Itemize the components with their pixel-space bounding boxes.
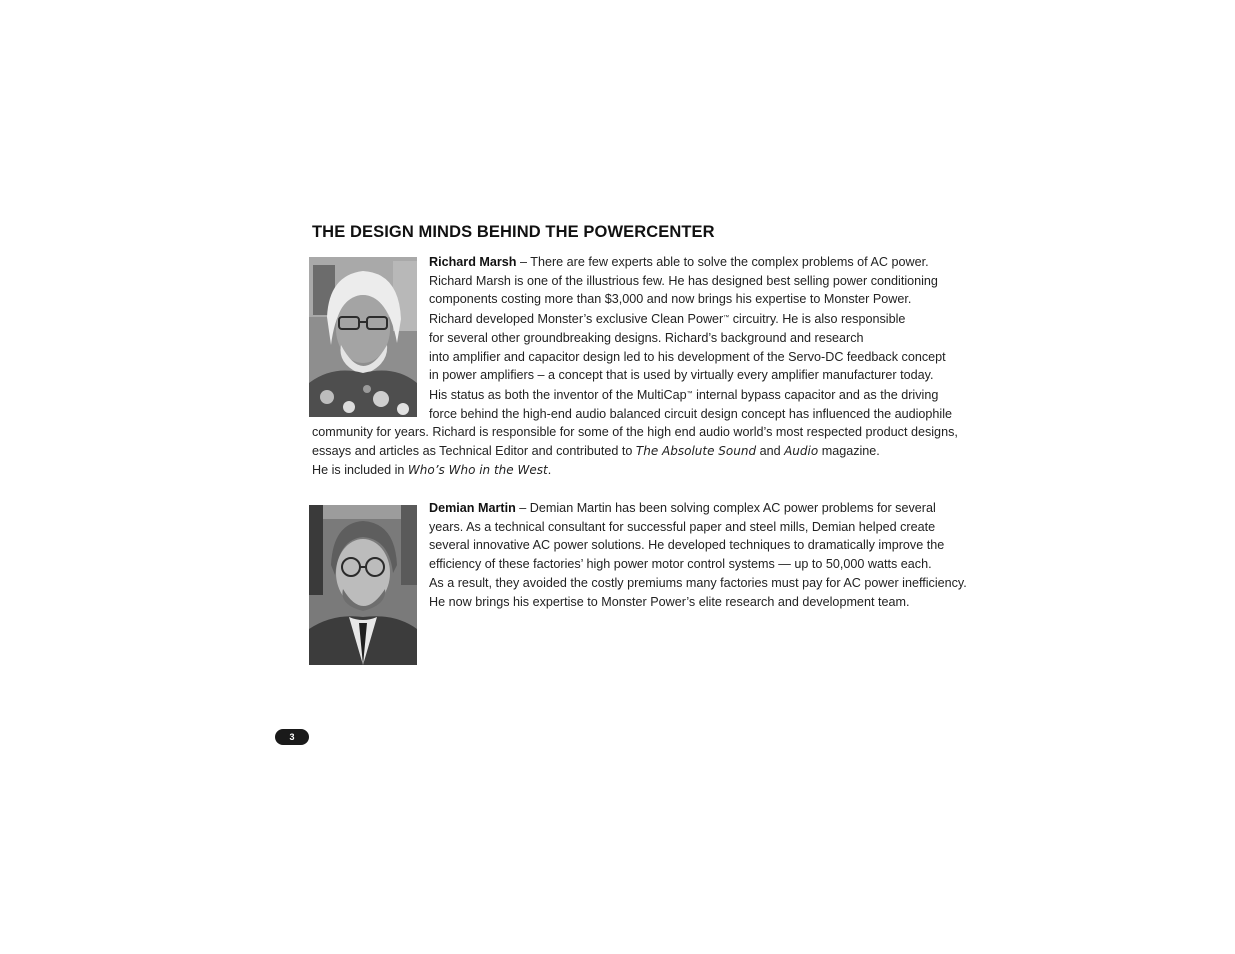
bio-text: His status as both the inventor of the MultiCap: [429, 387, 687, 402]
bio-line: He now brings his expertise to Monster Power’s elite research and development team.: [429, 594, 910, 609]
bio-line: components costing more than $3,000 and now brings his expertise to Monster Power.: [429, 292, 912, 307]
bio-dash: –: [516, 255, 531, 269]
bio-text: and: [756, 444, 785, 459]
demian-martin-bio: [312, 499, 967, 611]
bio-line: for several other groundbreaking designs. Richard’s background and research: [429, 330, 864, 345]
trademark-mark: ™: [723, 315, 730, 322]
trademark-mark: ™: [686, 390, 693, 397]
bio-line: [312, 385, 958, 405]
bio-line: community for years. Richard is responsible for some of the high end audio world’s most respected product designs,: [312, 425, 958, 440]
page-number-badge: 3: [275, 729, 309, 745]
bio-text: Demian Martin has been solving complex AC power problems for several: [529, 501, 936, 515]
publication-title: Audio: [784, 444, 819, 459]
bio-line: years. As a technical consultant for successful paper and steel mills, Demian helped create: [429, 519, 936, 534]
bio-line: [312, 499, 967, 518]
bio-name: Demian Martin: [429, 501, 516, 515]
publication-title: The Absolute Sound: [635, 444, 757, 459]
publication-title: Who’s Who in the West: [407, 462, 548, 477]
bio-line: As a result, they avoided the costly premiums many factories must pay for AC power inefficiency.: [429, 575, 967, 590]
richard-marsh-bio: [312, 253, 958, 479]
bio-text: essays and articles as Technical Editor and contributed to: [312, 444, 636, 459]
bio-text: .: [547, 462, 552, 477]
bio-line: force behind the high-end audio balanced circuit design concept has influenced the audiophile: [429, 406, 953, 421]
bio-text: He is included in: [312, 462, 408, 477]
bio-line: in power amplifiers – a concept that is used by virtually every amplifier manufacturer today.: [429, 368, 934, 383]
bio-name: Richard Marsh: [429, 255, 517, 269]
bio-line: [312, 461, 958, 480]
bio-line: efficiency of these factories’ high power motor control systems — up to 50,000 watts each.: [429, 557, 932, 572]
bio-text: Richard developed Monster’s exclusive Clean Power: [429, 312, 724, 327]
bio-text: There are few experts able to solve the complex problems of AC power.: [530, 255, 929, 269]
bio-line: Richard Marsh is one of the illustrious few. He has designed best selling power conditioning: [429, 273, 938, 288]
bio-text: magazine.: [818, 444, 880, 459]
bio-line: into amplifier and capacitor design led to his development of the Servo-DC feedback concept: [429, 349, 946, 364]
bio-line: [312, 253, 958, 272]
bio-dash: –: [515, 501, 530, 515]
bio-line: [312, 442, 958, 461]
page-title: THE DESIGN MINDS BEHIND THE POWERCENTER: [312, 223, 715, 241]
bio-text: internal bypass capacitor and as the driving: [692, 387, 939, 402]
bio-line: [312, 309, 958, 329]
bio-text: circuitry. He is also responsible: [729, 312, 906, 327]
bio-line: several innovative AC power solutions. He developed techniques to dramatically improve the: [429, 538, 945, 553]
